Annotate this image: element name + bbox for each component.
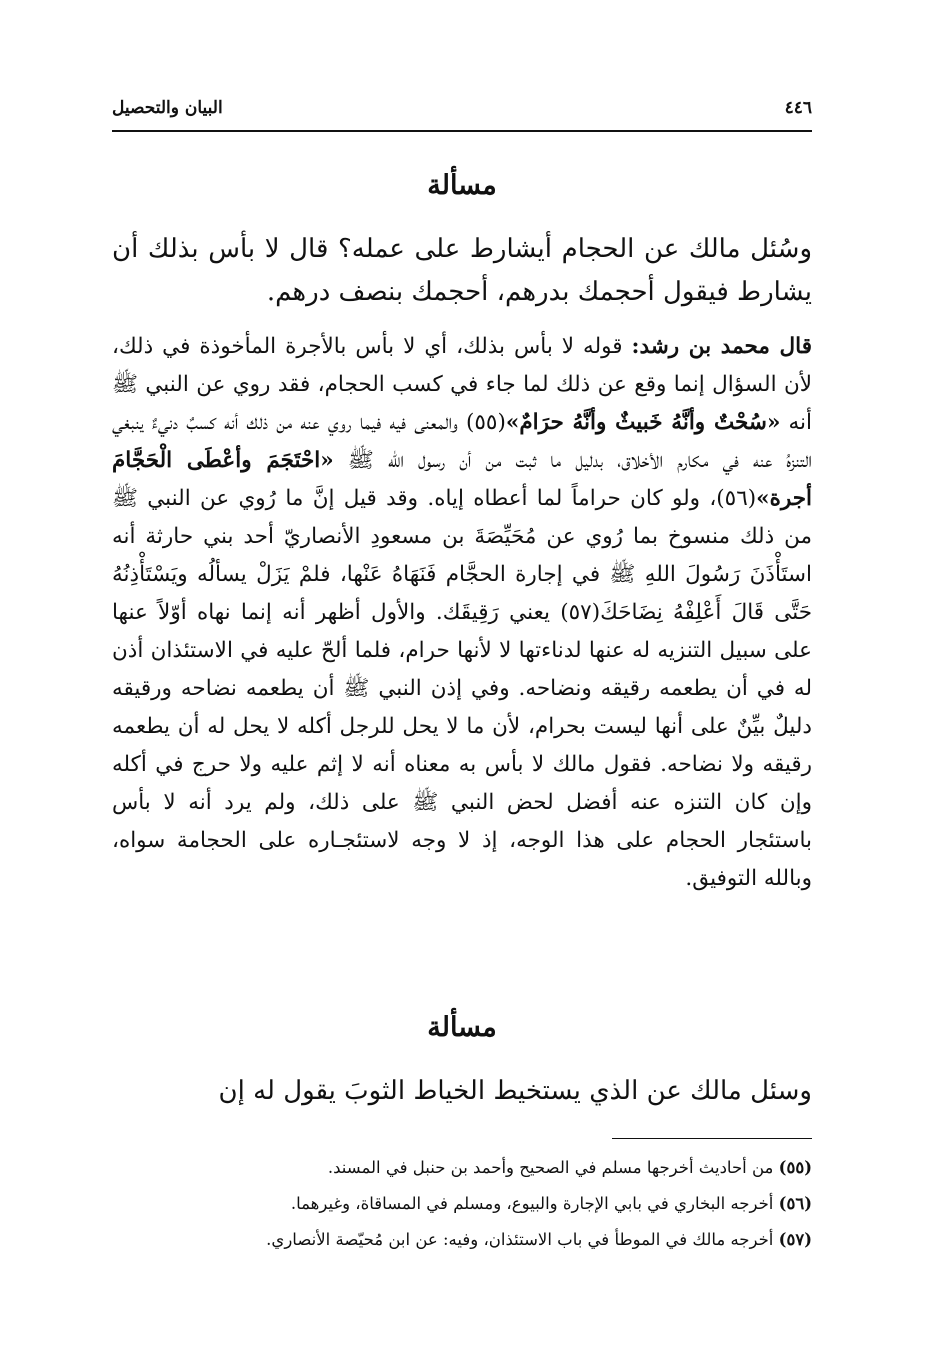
footnote-number: (٥٥) bbox=[778, 1158, 812, 1177]
hadith-quote-1: «سُحْتٌ وأنَّهُ خَبيثٌ وأنَّهُ حرَامٌ» bbox=[505, 410, 781, 435]
footnote-separator bbox=[612, 1138, 812, 1139]
footnote-ref-56: (٥٦) bbox=[716, 486, 757, 511]
footnotes bbox=[112, 1150, 812, 1258]
page-number: ٤٤٦ bbox=[784, 98, 812, 118]
section-heading-2: مسألة bbox=[427, 1012, 497, 1043]
running-header bbox=[112, 96, 812, 132]
footnote-ref-55: (٥٥) bbox=[465, 410, 506, 435]
commentary-text-3: ، ولو كان حراماً لما أعطاه إياه. وقد قيل إنَّ ما رُوي عن النبي ﷺ من ذلك منسوخ بما رُوي عن مُحَيِّصَةَ بن مسعودِ الأنصاريّ أحد بني حارثة أنه استَأْذَنَ رَسُولَ اللهِ ﷺ في إجارة الحجَّام فَنَهَاهُ عَنْها، فلمْ يَزَلْ يسألُه ويَسْتَأْذِنُهُ حَتَّى قَالَ أَعْلِفْهُ نِضَاحَكَ bbox=[112, 486, 812, 625]
footnote-text: أخرجه مالك في الموطأ في باب الاستئذان، وفيه: عن ابن مُحيّصة الأنصاري. bbox=[266, 1230, 779, 1249]
footnote-56 bbox=[112, 1186, 812, 1222]
book-title: البيان والتحصيل bbox=[112, 98, 223, 118]
section-heading-1: مسألة bbox=[427, 170, 497, 201]
footnote-text: أخرجه البخاري في بابي الإجارة والبيوع، ومسلم في المساقاة، وغيرهما. bbox=[290, 1194, 779, 1213]
footnote-text: من أحاديث أخرجها مسلم في الصحيح وأحمد بن حنبل في المسند. bbox=[327, 1158, 779, 1177]
footnote-number: (٥٦) bbox=[778, 1194, 812, 1213]
commentary-text-1: قوله لا بأس بذلك، أي لا بأس بالأجرة المأخوذة في ذلك، لأن السؤال إنما وقع عن ذلك لما جاء في كسب الحجام، فقد روي عن النبي ﷺ أنه bbox=[112, 334, 813, 435]
commentary-text-2: والمعنى فيه فيما روي عنه من ذلك أنه كسبٌ دنيءٌ ينبغي التنزهُ عنه في مكارم الأخلاق، بدليل ما ثبت من أن رسول الله ﷺ bbox=[112, 410, 813, 473]
footnote-55 bbox=[112, 1150, 812, 1186]
commentary-lead: قال محمد بن رشد: bbox=[631, 334, 813, 359]
footnote-57 bbox=[112, 1222, 812, 1258]
question-paragraph-1: وسُئل مالك عن الحجام أيشارط على عمله؟ قال لا بأس بذلك أن يشارط فيقول أحجمك بدرهم، أحجمك بنصف درهم. bbox=[112, 234, 812, 307]
commentary-text-4: يعني رَقِيقَك. والأول أظهر أنه إنما نهاه أوّلاً عنها على سبيل التنزيه له عنها لدناءتها لا لأنها حرام، فلما ألحّ عليه في الاستئذان أذن له في أن يطعمه رقيقه ونضاحه. وفي إذن النبي ﷺ أن يطعمه نضاحه ورقيقه دليلٌ بيِّنٌ على أنها ليست بحرام، لأن ما لا يحل للرجل أكله لا يحل له أن يطعمه رقيقه ولا نضاحه. فقول مالك لا بأس به معناه أنه لا إثم عليه ولا حرج في أكله وإن كان التنزه عنه أفضل لحض النبي ﷺ على ذلك، ولم يرد أنه لا بأس باستئجار الحجام على هذا الوجه، إذ لا وجه لاستئجـاره على الحجامة سواه، وبالله التوفيق. bbox=[112, 600, 812, 891]
hadith-quote-2: «احْتَجَمَ وأعْطَى الْحَجَّامَ أجرة» bbox=[112, 448, 812, 511]
footnote-ref-57: (٥٧) bbox=[560, 600, 601, 625]
question-paragraph-2: وسئل مالك عن الذي يستخيط الخياط الثوبَ يقول له إن bbox=[218, 1076, 812, 1106]
footnote-number: (٥٧) bbox=[778, 1230, 812, 1249]
commentary-paragraph bbox=[112, 328, 812, 898]
